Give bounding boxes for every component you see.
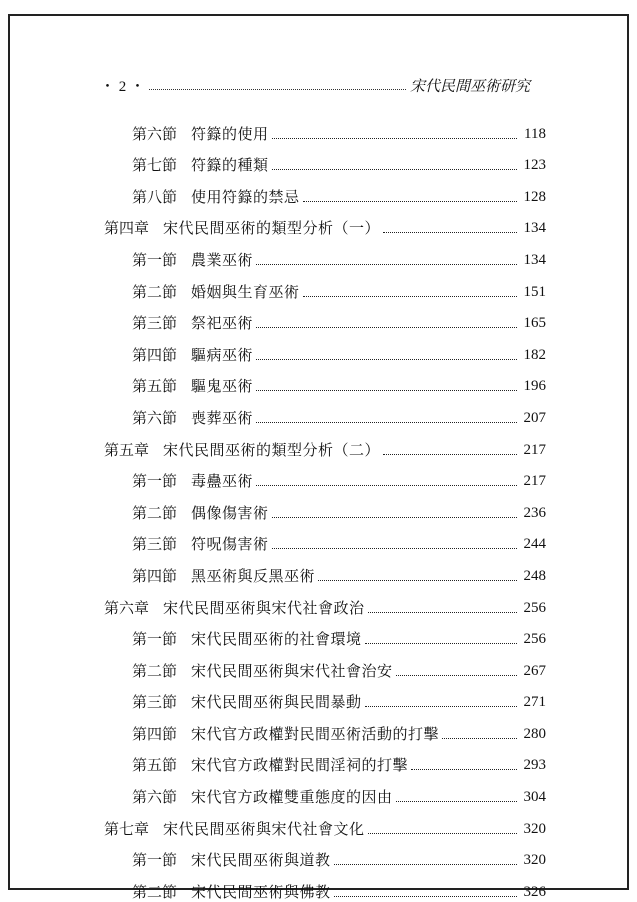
toc-entry-page-number: 271 (523, 694, 546, 711)
toc-entry-label: 第二節 (132, 503, 178, 522)
toc-chapter-entry (104, 807, 546, 839)
toc-section-entry (104, 744, 546, 776)
toc-entry-page-number: 244 (523, 536, 546, 553)
dot-leader (256, 359, 517, 360)
toc-entry-title: 黑巫術與反黑巫術 (191, 566, 316, 585)
dot-leader (396, 801, 517, 802)
toc-entry-title: 毒蠱巫術 (191, 472, 254, 491)
toc-section-entry (104, 175, 546, 207)
toc-entry-label: 第二節 (132, 661, 178, 680)
dot-leader (256, 485, 517, 486)
toc-entry-page-number: 196 (523, 378, 546, 395)
toc-section-entry (104, 839, 546, 871)
toc-entry-title: 宋代官方政權雙重態度的因由 (191, 788, 393, 807)
toc-entry-title: 宋代民間巫術與宋代社會政治 (163, 598, 365, 617)
toc-section-entry (104, 712, 546, 744)
toc-entry-label: 第六節 (132, 408, 178, 427)
toc-entry-label: 第八節 (132, 187, 178, 206)
toc-section-entry (104, 302, 546, 334)
toc-entry-title: 使用符籙的禁忌 (191, 187, 300, 206)
dot-leader (303, 201, 517, 202)
dot-leader (256, 327, 517, 328)
toc-section-entry (104, 144, 546, 176)
toc-entry-title: 符呪傷害術 (191, 535, 269, 554)
toc-entry-page-number: 217 (523, 473, 546, 490)
dot-leader (272, 548, 517, 549)
dot-leader (334, 896, 517, 897)
toc-entry-page-number: 118 (524, 125, 546, 142)
toc-entry-title: 驅病巫術 (191, 345, 254, 364)
toc-section-entry (104, 649, 546, 681)
toc-entry-page-number: 123 (523, 157, 546, 174)
running-head (100, 70, 530, 100)
toc-entry-title: 宋代民間巫術的社會環境 (191, 630, 362, 649)
toc-entry-title: 宋代官方政權對民間淫祠的打擊 (191, 756, 409, 775)
toc-entry-label: 第一節 (132, 472, 178, 491)
dot-leader (334, 864, 517, 865)
toc-entry-title: 宋代官方政權對民間巫術活動的打擊 (191, 724, 440, 743)
toc-entry-page-number: 151 (523, 283, 546, 300)
toc-entry-page-number: 267 (523, 662, 546, 679)
dot-leader (272, 169, 517, 170)
toc-entry-title: 符籙的種類 (191, 156, 269, 175)
toc-entry-page-number: 134 (523, 251, 546, 268)
toc-chapter-entry (104, 586, 546, 618)
dot-leader (396, 675, 517, 676)
toc-chapter-entry (104, 428, 546, 460)
toc-entry-label: 第五節 (132, 377, 178, 396)
toc-entry-page-number: 256 (523, 631, 546, 648)
book-title: 宋代民間巫術研究 (409, 76, 530, 95)
toc-entry-label: 第二節 (132, 882, 178, 901)
table-of-contents (104, 112, 546, 902)
toc-chapter-entry (104, 207, 546, 239)
dot-leader (442, 738, 517, 739)
toc-entry-label: 第一節 (132, 250, 178, 269)
toc-section-entry (104, 491, 546, 523)
toc-entry-page-number: 217 (523, 441, 546, 458)
dot-leader (365, 643, 517, 644)
toc-entry-title: 偶像傷害術 (191, 503, 269, 522)
dot-leader (272, 517, 517, 518)
toc-section-entry (104, 554, 546, 586)
toc-section-entry (104, 775, 546, 807)
header-dot-leader (149, 80, 406, 90)
toc-entry-label: 第四節 (132, 345, 178, 364)
toc-entry-page-number: 280 (523, 725, 546, 742)
toc-entry-title: 祭祀巫術 (191, 314, 254, 333)
toc-entry-page-number: 182 (523, 346, 546, 363)
toc-entry-label: 第一節 (132, 851, 178, 870)
toc-entry-title: 宋代民間巫術與宋代社會文化 (163, 819, 365, 838)
toc-entry-page-number: 236 (523, 504, 546, 521)
toc-entry-title: 宋代民間巫術與道教 (191, 851, 331, 870)
toc-entry-page-number: 207 (523, 409, 546, 426)
toc-entry-label: 第六章 (104, 598, 150, 617)
toc-entry-page-number: 134 (523, 220, 546, 237)
toc-entry-label: 第三節 (132, 314, 178, 333)
toc-entry-page-number: 320 (523, 852, 546, 869)
dot-leader (256, 422, 517, 423)
dot-leader (318, 580, 517, 581)
toc-entry-label: 第五章 (104, 440, 150, 459)
toc-entry-page-number: 165 (523, 315, 546, 332)
toc-section-entry (104, 681, 546, 713)
toc-entry-page-number: 320 (523, 820, 546, 837)
toc-section-entry (104, 396, 546, 428)
toc-section-entry (104, 238, 546, 270)
toc-section-entry (104, 460, 546, 492)
dot-leader (383, 454, 517, 455)
toc-entry-title: 宋代民間巫術的類型分析（二） (163, 440, 381, 459)
toc-entry-label: 第四節 (132, 566, 178, 585)
toc-section-entry (104, 618, 546, 650)
toc-entry-page-number: 256 (523, 599, 546, 616)
dot-leader (256, 264, 517, 265)
dot-leader (303, 296, 517, 297)
dot-leader (368, 833, 517, 834)
toc-entry-title: 農業巫術 (191, 250, 254, 269)
toc-entry-label: 第七節 (132, 156, 178, 175)
toc-entry-label: 第三節 (132, 535, 178, 554)
toc-entry-title: 喪葬巫術 (191, 408, 254, 427)
dot-leader (383, 232, 517, 233)
toc-entry-label: 第五節 (132, 756, 178, 775)
toc-section-entry (104, 112, 546, 144)
toc-entry-label: 第一節 (132, 630, 178, 649)
toc-section-entry (104, 523, 546, 555)
dot-leader (272, 138, 517, 139)
toc-entry-title: 宋代民間巫術與民間暴動 (191, 693, 362, 712)
toc-section-entry (104, 333, 546, 365)
toc-section-entry (104, 870, 546, 902)
toc-entry-label: 第六節 (132, 788, 178, 807)
toc-entry-title: 符籙的使用 (191, 124, 269, 143)
dot-leader (365, 706, 517, 707)
page-number: ・ 2 ・ (100, 78, 146, 95)
toc-entry-label: 第七章 (104, 819, 150, 838)
toc-entry-title: 宋代民間巫術的類型分析（一） (163, 219, 381, 238)
toc-entry-page-number: 128 (523, 188, 546, 205)
toc-entry-page-number: 248 (523, 567, 546, 584)
toc-entry-label: 第二節 (132, 282, 178, 301)
toc-entry-title: 婚姻與生育巫術 (191, 282, 300, 301)
toc-section-entry (104, 270, 546, 302)
toc-entry-title: 宋代民間巫術與宋代社會治安 (191, 661, 393, 680)
toc-entry-title: 宋代民間巫術與佛教 (191, 882, 331, 901)
toc-entry-page-number: 304 (523, 789, 546, 806)
toc-entry-label: 第三節 (132, 693, 178, 712)
toc-entry-page-number: 293 (523, 757, 546, 774)
dot-leader (368, 612, 517, 613)
toc-entry-page-number: 326 (523, 883, 546, 900)
dot-leader (411, 769, 517, 770)
toc-entry-label: 第四節 (132, 724, 178, 743)
toc-section-entry (104, 365, 546, 397)
dot-leader (256, 390, 517, 391)
toc-entry-title: 驅鬼巫術 (191, 377, 254, 396)
toc-entry-label: 第六節 (132, 124, 178, 143)
toc-entry-label: 第四章 (104, 219, 150, 238)
